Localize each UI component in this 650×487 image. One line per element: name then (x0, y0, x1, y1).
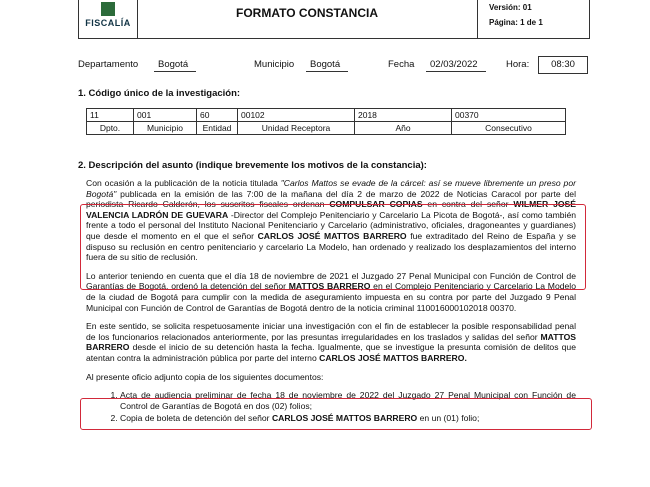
location-row (78, 56, 598, 76)
muni-label: Municipio (254, 59, 295, 70)
paragraph-4: Al presente oficio adjunto copia de los siguientes documentos: (86, 371, 324, 382)
code-label: Unidad Receptora (238, 122, 355, 135)
code-label: Año (355, 122, 452, 135)
text-run: desde el inicio de su detención hasta la fecha. Igualmente, que se investigue la presunta comisión de delitos que atentan contra la administración pública por parte del interno (86, 342, 576, 363)
logo-emblem-icon (101, 2, 115, 16)
fiscalia-logo (79, 0, 138, 38)
text-run: Copia de boleta de detención del señor (120, 413, 272, 424)
text-run: Con ocasión a la publicación de la noticia titulada (86, 178, 281, 188)
dept-label: Departamento (78, 59, 139, 70)
page-label: Página: 1 de 1 (489, 18, 543, 27)
text-run: En este sentido, se solicita respetuosamente iniciar una investigación con el fin de establecer la posible responsabilidad penal de los funcionarios relacionados anteriormente, por las presuntas irregularidades en los traslados y salidas del señor (86, 321, 576, 342)
muni-value: Bogotá (306, 59, 348, 72)
code-labels-row (87, 122, 566, 135)
document-header (78, 0, 590, 39)
document-title: FORMATO CONSTANCIA (137, 0, 478, 38)
logo-text: FISCALÍA (85, 18, 131, 28)
list-item: 1. Acta de audiencia preliminar de fecha 18 de noviembre de 2022 del Juzgado 27 Penal Municipal con Función de Control de Garantías de Bogotá en dos (02) folios; (120, 390, 576, 411)
bold-run: MATTOS BARRERO (86, 331, 576, 353)
text-run: en contra del señor (422, 199, 514, 210)
dept-value: Bogotá (154, 59, 196, 72)
news-title: "Carlos Mattos se evade de la cárcel: así se mueve libremente un preso por Bogotá" (86, 178, 576, 199)
date-label: Fecha (388, 59, 415, 70)
time-label: Hora: (506, 59, 530, 70)
text-run: Lo anterior teniendo en cuenta que el día 18 de noviembre de 2021 el Juzgado 27 Penal Municipal con Función de Control de Garantías de Bogotá, ordenó la detención del señor (86, 270, 576, 292)
highlight-box-2 (80, 398, 592, 430)
date-value: 02/03/2022 (426, 59, 486, 72)
bold-run: CARLOS JOSÉ MATTOS BARRERO (257, 230, 407, 241)
text-run: fue extraditado del Reino de España y se dispuso su reclusión en centro penitenciario y carcelario La Modelo, han ordenado y realizado los desplazamientos del interno fuera de su sitio de reclusión. (86, 230, 576, 263)
bold-run: MATTOS BARRERO (288, 281, 371, 292)
code-cell: 00102 (238, 109, 355, 122)
code-values-row (87, 109, 566, 122)
bold-run: CARLOS JOSÉ MATTOS BARRERO. (319, 352, 467, 363)
code-label: Dpto. (87, 122, 134, 135)
bold-run: CARLOS JOSÉ MATTOS BARRERO (271, 413, 418, 424)
bold-run: COMPULSAR COPIAS (329, 199, 423, 210)
version-label: Versión: 01 (489, 3, 532, 12)
code-cell: 2018 (355, 109, 452, 122)
time-value: 08:30 (538, 56, 588, 74)
code-label: Municipio (134, 122, 197, 135)
paragraph-3 (86, 321, 576, 363)
text-run: -Director del Complejo Penitenciario y Carcelario La Picota de Bogotá-, así como también frente a todo el personal del Instituto Nacional Penitenciario y Carcelario (administrativo, oficiales, dragoneantes y guardianes) que desde el momento en el que el señor (86, 209, 577, 241)
code-label: Consecutivo (452, 122, 566, 135)
investigation-code-table (86, 108, 566, 135)
code-cell: 00370 (452, 109, 566, 122)
code-cell: 001 (134, 109, 197, 122)
section-2-title: 2. Descripción del asunto (indique brevemente los motivos de la constancia): (78, 160, 427, 171)
code-cell: 60 (197, 109, 238, 122)
code-label: Entidad (197, 122, 238, 135)
text-run: en un (01) folio; (417, 413, 480, 424)
section-1-title: 1. Código único de la investigación: (78, 88, 241, 99)
version-info (489, 0, 543, 30)
text-run: en el Complejo Penitenciario y Carcelario La Modelo de la ciudad de Bogotá para cumplir con la medida de aseguramiento impuesta en su contra por parte del Juzgado 9 Penal Municipal con Función de Control de Garantías de Bogotá dentro de la noticia criminal 110016000102018 00370. (86, 281, 576, 313)
bold-run: WILMER JOSÉ VALENCIA LADRÓN DE GUEVARA (86, 199, 576, 220)
highlight-box-1 (80, 204, 586, 290)
code-cell: 11 (87, 109, 134, 122)
text-run: publicada en la emisión de las 7:00 de la mañana del día 2 de marzo de 2022 de Noticias Caracol por parte del periodista Ricardo Calderón, los suscritos fiscales ordenan (86, 188, 576, 210)
